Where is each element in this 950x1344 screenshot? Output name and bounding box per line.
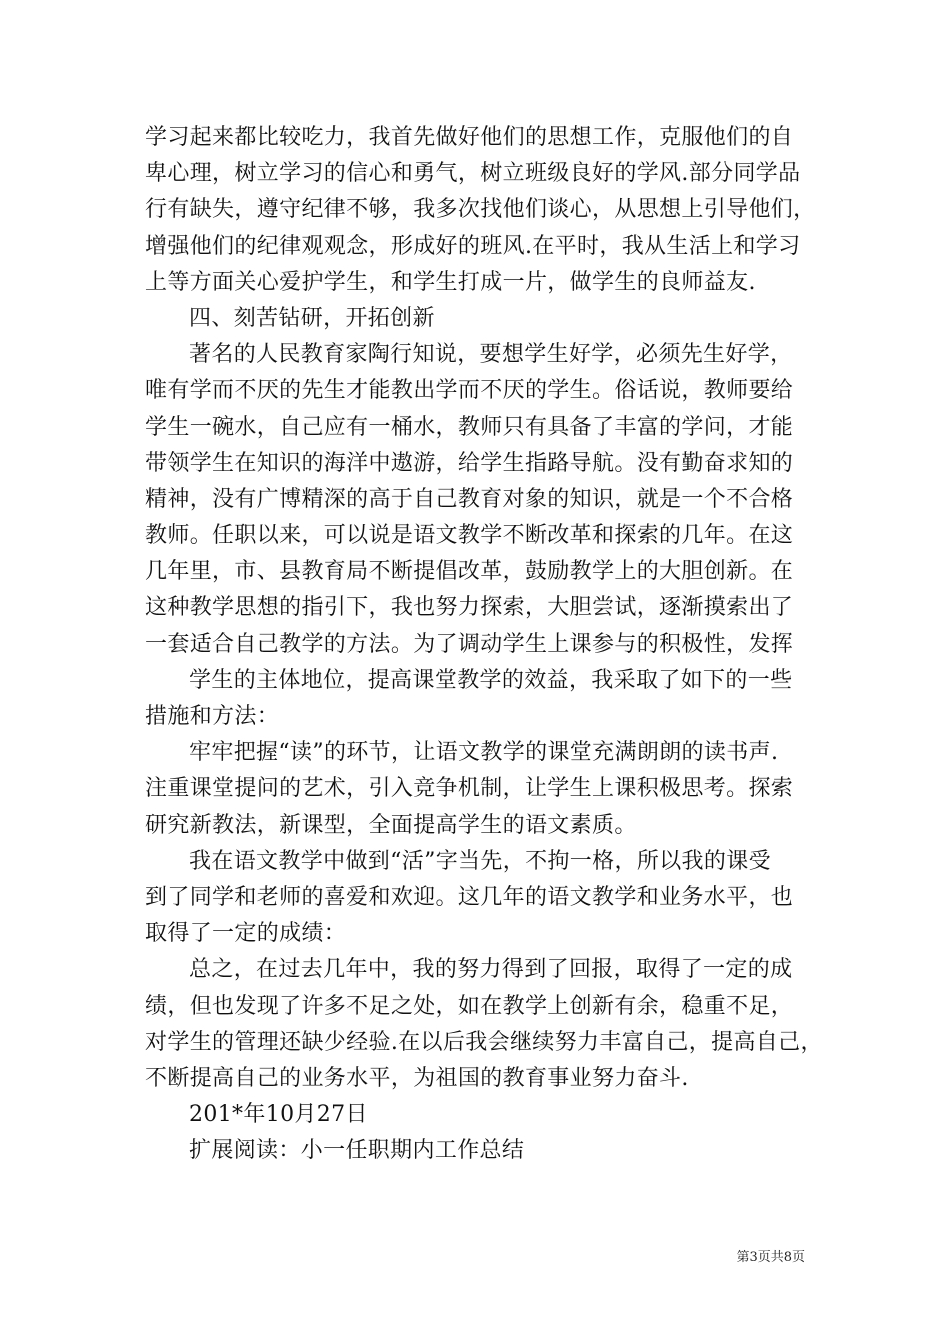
text-line: 一套适合自己教学的方法。为了调动学生上课参与的积极性，发挥 [145, 631, 794, 657]
text-line: 到了同学和老师的喜爱和欢迎。这几年的语文教学和业务水平，也 [145, 884, 794, 910]
text-line: 上等方面关心爱护学生，和学生打成一片，做学生的良师益友. [145, 269, 756, 295]
text-line: 措施和方法： [145, 704, 280, 729]
document-body [145, 120, 825, 1169]
text-line: 几年里，市、县教育局不断提倡改革，鼓励教学上的大胆创新。在 [145, 559, 794, 585]
extended-reading-line: 扩展阅读：小一任职期内工作总结 [189, 1138, 525, 1164]
section-heading: 四、刻苦钻研，开拓创新 [189, 305, 435, 331]
text-line: 我在语文教学中做到“活”字当先，不拘一格，所以我的课受 [189, 848, 771, 874]
text-line: 带领学生在知识的海洋中遨游，给学生指路导航。没有勤奋求知的 [145, 450, 794, 476]
text-line: 唯有学而不厌的先生才能教出学而不厌的学生。俗话说，教师要给 [145, 378, 794, 404]
date-line: 201*年10月27日 [189, 1102, 368, 1128]
page-number: 第3页共8页 [736, 1250, 805, 1265]
text-line: 精神，没有广博精深的高于自己教育对象的知识，就是一个不合格 [145, 486, 794, 512]
text-line: 学生一碗水，自己应有一桶水，教师只有具备了丰富的学问，才能 [145, 414, 794, 440]
text-line: 行有缺失，遵守纪律不够，我多次找他们谈心，从思想上引导他们， [145, 197, 816, 223]
text-line: 总之，在过去几年中，我的努力得到了回报，取得了一定的成 [189, 957, 793, 983]
text-line: 这种教学思想的指引下，我也努力探索，大胆尝试，逐渐摸索出了 [145, 595, 794, 621]
text-line: 不断提高自己的业务水平，为祖国的教育事业努力奋斗. [145, 1065, 689, 1091]
text-line: 学习起来都比较吃力，我首先做好他们的思想工作，克服他们的自 [145, 125, 794, 150]
text-line: 教师。任职以来，可以说是语文教学不断改革和探索的几年。在这 [145, 523, 794, 549]
text-line: 注重课堂提问的艺术，引入竞争机制，让学生上课积极思考。探索 [145, 776, 794, 802]
text-line: 卑心理，树立学习的信心和勇气，树立班级良好的学风.部分同学品 [145, 161, 801, 187]
text-line: 研究新教法，新课型，全面提高学生的语文素质。 [145, 812, 637, 838]
text-line: 著名的人民教育家陶行知说，要想学生好学，必须先生好学， [189, 342, 793, 368]
text-line: 绩，但也发现了许多不足之处，如在教学上创新有余，稳重不足， [145, 993, 794, 1019]
text-line: 增强他们的纪律观观念，形成好的班风.在平时，我从生活上和学习 [145, 233, 801, 259]
text-line: 取得了一定的成绩： [145, 921, 347, 947]
text-line: 牢牢把握“读”的环节，让语文教学的课堂充满朗朗的读书声. [189, 740, 779, 766]
text-line: 对学生的管理还缺少经验.在以后我会继续努力丰富自己，提高自己， [145, 1029, 823, 1055]
text-line: 学生的主体地位，提高课堂教学的效益，我采取了如下的一些 [189, 667, 793, 693]
